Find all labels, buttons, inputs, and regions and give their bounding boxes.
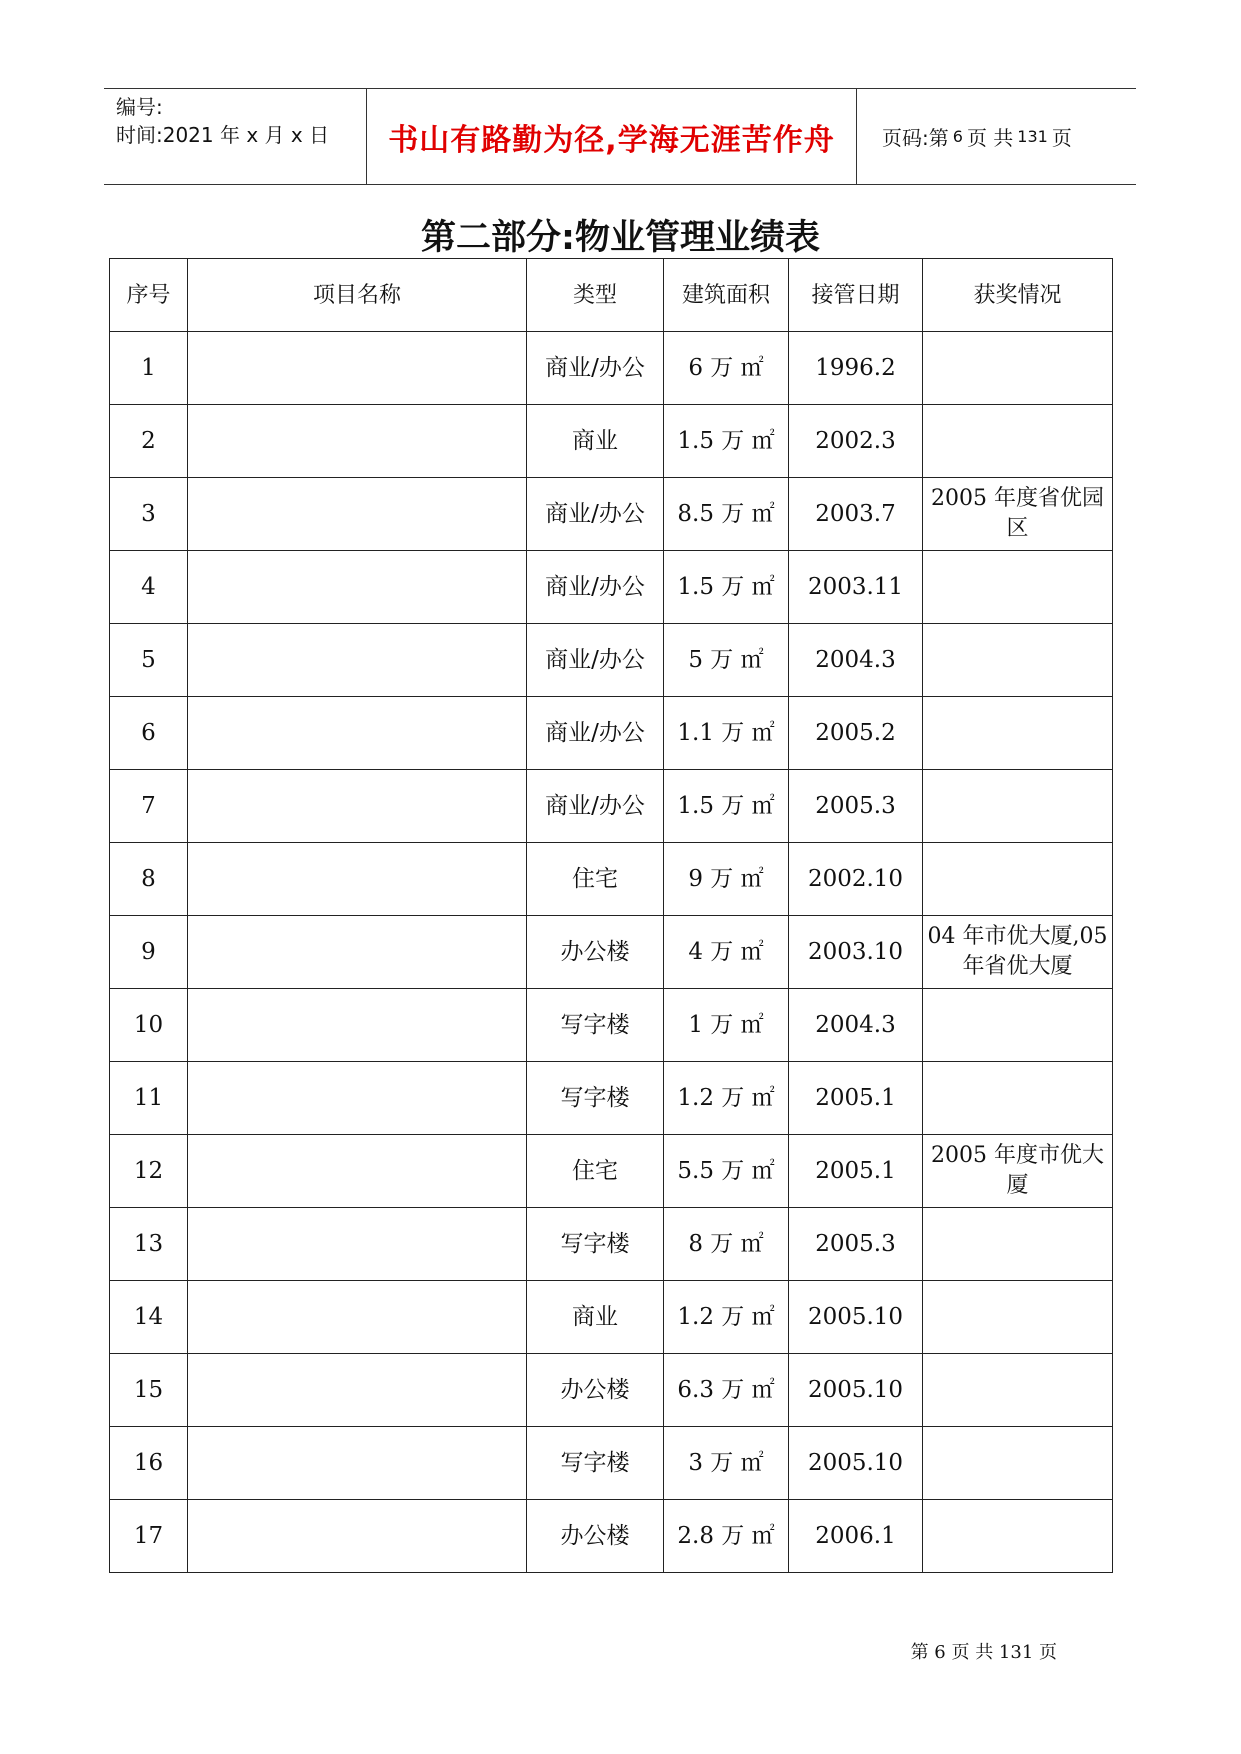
cell-type: 办公楼 (527, 1500, 664, 1573)
header-area: 建筑面积 (664, 259, 789, 332)
cell-area: 8 万 ㎡ (664, 1208, 789, 1281)
cell-area: 1.1 万 ㎡ (664, 697, 789, 770)
cell-index: 7 (110, 770, 188, 843)
cell-type: 商业/办公 (527, 478, 664, 551)
cell-area: 1.5 万 ㎡ (664, 405, 789, 478)
cell-area: 5 万 ㎡ (664, 624, 789, 697)
header-award: 获奖情况 (923, 259, 1113, 332)
cell-area: 1.2 万 ㎡ (664, 1281, 789, 1354)
cell-award: 04 年市优大厦,05 年省优大厦 (923, 916, 1113, 989)
cell-date: 2005.10 (789, 1354, 923, 1427)
header-project-name: 项目名称 (188, 259, 527, 332)
table-row (110, 843, 1113, 916)
cell-award: 2005 年度省优园区 (923, 478, 1113, 551)
cell-project-name (188, 1427, 527, 1500)
table-row (110, 478, 1113, 551)
cell-award (923, 405, 1113, 478)
table-body (110, 332, 1113, 1573)
cell-project-name (188, 478, 527, 551)
cell-award (923, 843, 1113, 916)
cell-date: 2005.10 (789, 1281, 923, 1354)
cell-award (923, 624, 1113, 697)
cell-area: 8.5 万 ㎡ (664, 478, 789, 551)
document-time-label: 时间:2021 年 x 月 x 日 (116, 123, 330, 147)
cell-index: 15 (110, 1354, 188, 1427)
table-row (110, 1427, 1113, 1500)
table-row (110, 1062, 1113, 1135)
table-row (110, 697, 1113, 770)
cell-date: 2003.11 (789, 551, 923, 624)
cell-award: 2005 年度市优大厦 (923, 1135, 1113, 1208)
cell-project-name (188, 1208, 527, 1281)
cell-project-name (188, 989, 527, 1062)
document-number-label: 编号: (116, 95, 163, 119)
cell-award (923, 551, 1113, 624)
cell-date: 2005.1 (789, 1135, 923, 1208)
cell-type: 办公楼 (527, 916, 664, 989)
header-page-indicator (868, 89, 1072, 184)
cell-area: 1.2 万 ㎡ (664, 1062, 789, 1135)
cell-award (923, 697, 1113, 770)
cell-award (923, 1208, 1113, 1281)
cell-date: 2005.1 (789, 1062, 923, 1135)
cell-index: 13 (110, 1208, 188, 1281)
cell-date: 2003.7 (789, 478, 923, 551)
footer-page-number: 第 6 页 共 131 页 (910, 1642, 1057, 1663)
cell-area: 9 万 ㎡ (664, 843, 789, 916)
header-type: 类型 (527, 259, 664, 332)
cell-index: 17 (110, 1500, 188, 1573)
cell-type: 商业/办公 (527, 697, 664, 770)
cell-type: 商业/办公 (527, 332, 664, 405)
cell-index: 6 (110, 697, 188, 770)
cell-area: 1 万 ㎡ (664, 989, 789, 1062)
performance-table (109, 258, 1113, 1573)
cell-area: 3 万 ㎡ (664, 1427, 789, 1500)
cell-type: 商业/办公 (527, 551, 664, 624)
cell-index: 1 (110, 332, 188, 405)
table-row (110, 1135, 1113, 1208)
page-mid: 页 共 (966, 126, 1014, 150)
cell-index: 4 (110, 551, 188, 624)
cell-index: 11 (110, 1062, 188, 1135)
table-row (110, 916, 1113, 989)
cell-type: 商业/办公 (527, 770, 664, 843)
cell-award (923, 1500, 1113, 1573)
page-total: 131 (1017, 127, 1048, 146)
cell-type: 商业/办公 (527, 624, 664, 697)
table-row (110, 1208, 1113, 1281)
cell-date: 2004.3 (789, 624, 923, 697)
cell-date: 2005.3 (789, 770, 923, 843)
cell-project-name (188, 1354, 527, 1427)
table-row (110, 989, 1113, 1062)
table-row (110, 1281, 1113, 1354)
cell-date: 2005.2 (789, 697, 923, 770)
cell-award (923, 332, 1113, 405)
cell-date: 2005.3 (789, 1208, 923, 1281)
cell-area: 1.5 万 ㎡ (664, 551, 789, 624)
cell-project-name (188, 551, 527, 624)
cell-date: 1996.2 (789, 332, 923, 405)
cell-award (923, 1062, 1113, 1135)
cell-type: 写字楼 (527, 989, 664, 1062)
header-motto-cell (366, 89, 857, 184)
header-meta (116, 93, 329, 149)
cell-index: 5 (110, 624, 188, 697)
cell-type: 住宅 (527, 843, 664, 916)
table-row (110, 332, 1113, 405)
cell-index: 14 (110, 1281, 188, 1354)
cell-index: 10 (110, 989, 188, 1062)
table-row (110, 405, 1113, 478)
table-row (110, 1500, 1113, 1573)
cell-award (923, 1281, 1113, 1354)
cell-index: 3 (110, 478, 188, 551)
cell-project-name (188, 405, 527, 478)
page-title: 第二部分:物业管理业绩表 (421, 218, 820, 258)
header-index: 序号 (110, 259, 188, 332)
table-row (110, 1354, 1113, 1427)
header-motto: 书山有路勤为径,学海无涯苦作舟 (388, 122, 835, 158)
cell-area: 6.3 万 ㎡ (664, 1354, 789, 1427)
cell-project-name (188, 1062, 527, 1135)
cell-area: 4 万 ㎡ (664, 916, 789, 989)
cell-project-name (188, 1500, 527, 1573)
cell-project-name (188, 916, 527, 989)
cell-project-name (188, 624, 527, 697)
cell-award (923, 1354, 1113, 1427)
page-current: 6 (952, 127, 963, 146)
cell-date: 2002.3 (789, 405, 923, 478)
page-suffix: 页 (1051, 126, 1072, 150)
cell-index: 8 (110, 843, 188, 916)
cell-type: 住宅 (527, 1135, 664, 1208)
cell-type: 商业 (527, 405, 664, 478)
cell-date: 2004.3 (789, 989, 923, 1062)
table-row (110, 770, 1113, 843)
cell-area: 2.8 万 ㎡ (664, 1500, 789, 1573)
cell-type: 写字楼 (527, 1062, 664, 1135)
cell-type: 写字楼 (527, 1208, 664, 1281)
cell-type: 办公楼 (527, 1354, 664, 1427)
cell-date: 2002.10 (789, 843, 923, 916)
cell-index: 2 (110, 405, 188, 478)
cell-project-name (188, 1135, 527, 1208)
cell-project-name (188, 697, 527, 770)
cell-project-name (188, 770, 527, 843)
cell-index: 9 (110, 916, 188, 989)
cell-area: 1.5 万 ㎡ (664, 770, 789, 843)
table-row (110, 551, 1113, 624)
table-header-row (110, 259, 1113, 332)
cell-date: 2005.10 (789, 1427, 923, 1500)
cell-date: 2006.1 (789, 1500, 923, 1573)
cell-date: 2003.10 (789, 916, 923, 989)
cell-award (923, 1427, 1113, 1500)
cell-area: 6 万 ㎡ (664, 332, 789, 405)
cell-index: 12 (110, 1135, 188, 1208)
cell-area: 5.5 万 ㎡ (664, 1135, 789, 1208)
cell-award (923, 989, 1113, 1062)
cell-type: 商业 (527, 1281, 664, 1354)
table-row (110, 624, 1113, 697)
cell-award (923, 770, 1113, 843)
cell-project-name (188, 332, 527, 405)
cell-type: 写字楼 (527, 1427, 664, 1500)
page-header (104, 88, 1136, 185)
page-prefix: 页码:第 (882, 126, 949, 150)
cell-project-name (188, 1281, 527, 1354)
header-date: 接管日期 (789, 259, 923, 332)
cell-project-name (188, 843, 527, 916)
cell-index: 16 (110, 1427, 188, 1500)
